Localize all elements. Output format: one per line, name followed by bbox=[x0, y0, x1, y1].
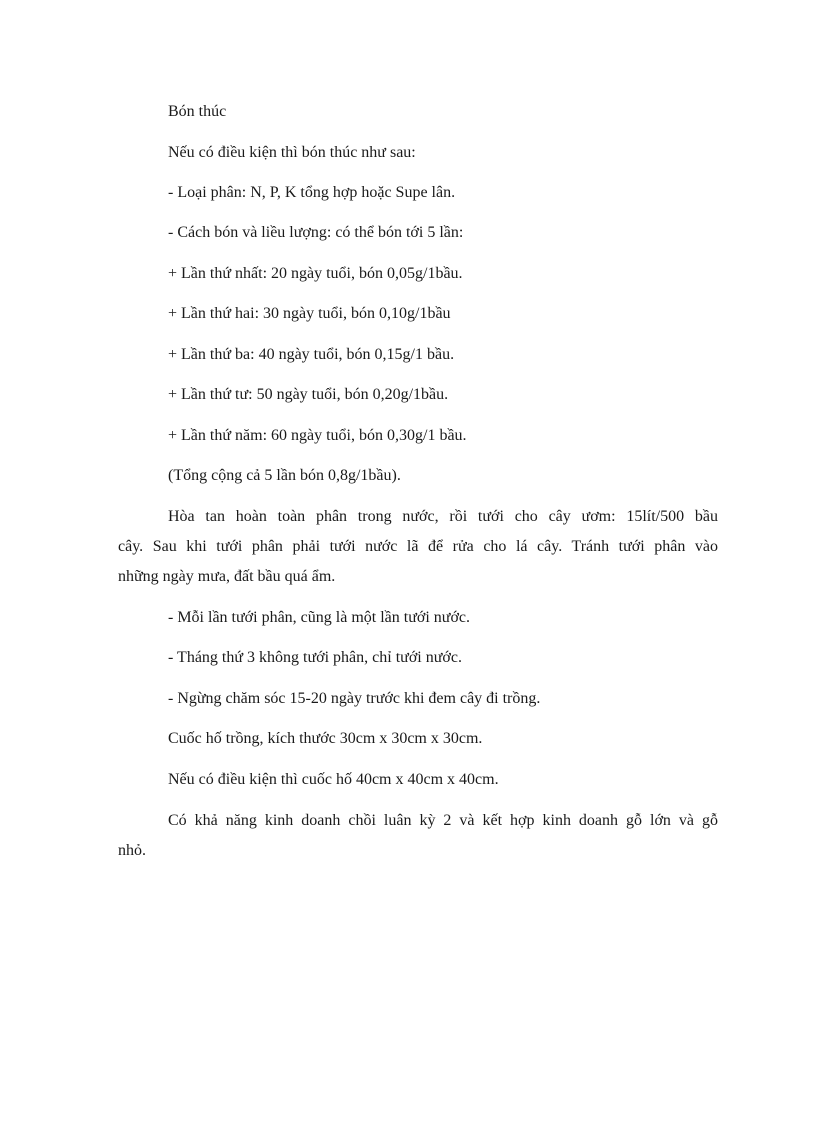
application-5-line: + Lần thứ năm: 60 ngày tuổi, bón 0,30g/1 bầu. bbox=[168, 427, 467, 444]
dissolve-paragraph-line-1: Hòa tan hoàn toàn phân trong nước, rồi tưới cho cây ươm: 15lít/500 bầu bbox=[168, 508, 718, 525]
business-paragraph-line-2: nhỏ. bbox=[118, 842, 146, 859]
dissolve-paragraph-line-2: cây. Sau khi tưới phân phải tưới nước lã để rửa cho lá cây. Tránh tưới phân vào bbox=[118, 538, 718, 555]
fertilizer-type-line: - Loại phân: N, P, K tổng hợp hoặc Supe lân. bbox=[168, 184, 456, 201]
method-dosage-line: - Cách bón và liều lượng: có thể bón tới 5 lần: bbox=[168, 224, 464, 241]
total-line: (Tổng cộng cả 5 lần bón 0,8g/1bầu). bbox=[168, 467, 401, 484]
note-line-1: - Mỗi lần tưới phân, cũng là một lần tưới nước. bbox=[168, 609, 471, 626]
application-4-line: + Lần thứ tư: 50 ngày tuổi, bón 0,20g/1bầu. bbox=[168, 386, 449, 403]
application-1-line: + Lần thứ nhất: 20 ngày tuổi, bón 0,05g/1bầu. bbox=[168, 265, 463, 282]
note-line-2: - Tháng thứ 3 không tưới phân, chỉ tưới nước. bbox=[168, 649, 462, 666]
planting-hole-alt-line: Nếu có điều kiện thì cuốc hố 40cm x 40cm x 40cm. bbox=[168, 771, 499, 788]
application-2-line: + Lần thứ hai: 30 ngày tuổi, bón 0,10g/1bầu bbox=[168, 305, 451, 322]
note-line-3: - Ngừng chăm sóc 15-20 ngày trước khi đem cây đi trồng. bbox=[168, 690, 541, 707]
business-paragraph-line-1: Có khả năng kinh doanh chồi luân kỳ 2 và kết hợp kinh doanh gỗ lớn và gỗ bbox=[168, 812, 718, 829]
dissolve-paragraph-line-3: những ngày mưa, đất bầu quá ẩm. bbox=[118, 568, 336, 585]
planting-hole-line: Cuốc hố trồng, kích thước 30cm x 30cm x 30cm. bbox=[168, 730, 483, 747]
application-3-line: + Lần thứ ba: 40 ngày tuổi, bón 0,15g/1 bầu. bbox=[168, 346, 455, 363]
intro-line: Nếu có điều kiện thì bón thúc như sau: bbox=[168, 144, 416, 161]
section-heading: Bón thúc bbox=[168, 103, 227, 120]
